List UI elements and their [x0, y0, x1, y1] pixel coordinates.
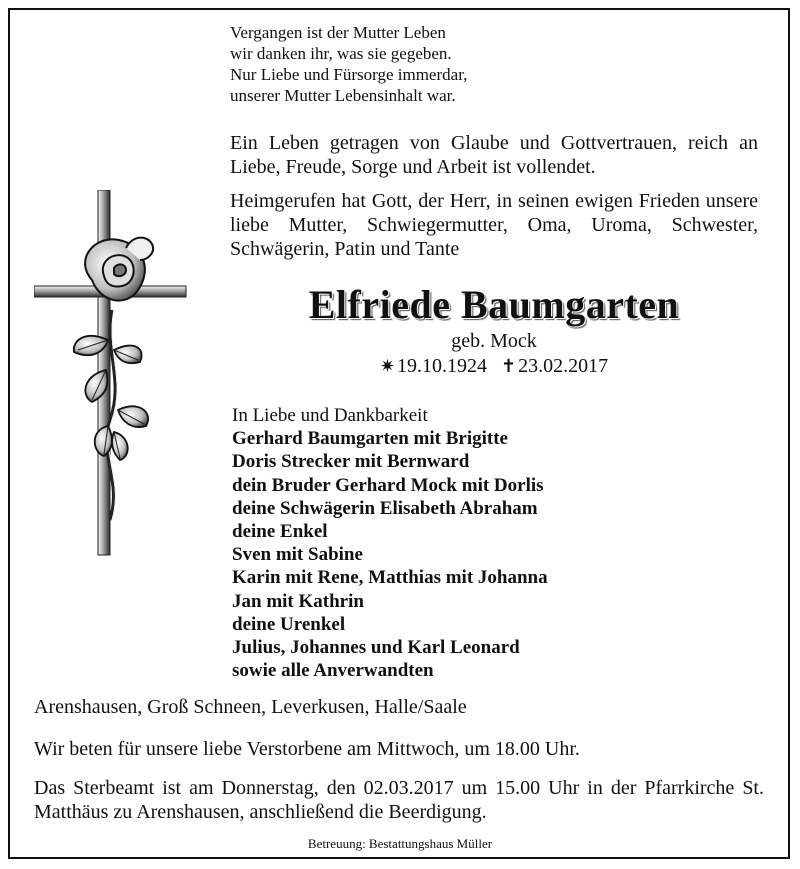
intro-paragraph-1: Ein Leben getragen von Glaube und Gottvertrauen, reich an Liebe, Freude, Sorge und Arbeit ist vollendet. — [230, 132, 758, 178]
poem-line: unserer Mutter Lebensinhalt war. — [230, 86, 456, 105]
poem-line: Nur Liebe und Fürsorge immerdar, — [230, 65, 468, 84]
mourner-line: dein Bruder Gerhard Mock mit Dorlis — [232, 474, 544, 496]
mourner-line: deine Urenkel — [232, 613, 346, 635]
life-dates — [230, 354, 758, 378]
maiden-name: geb. Mock — [451, 330, 537, 352]
mourner-line: sowie alle Anverwandten — [232, 660, 434, 682]
mourner-line: Gerhard Baumgarten mit Brigitte — [232, 428, 508, 450]
mourner-line: deine Enkel — [232, 521, 328, 543]
mourner-line: Julius, Johannes und Karl Leonard — [232, 637, 520, 659]
funeral-service-notice: Das Sterbeamt ist am Donnerstag, den 02.03.2017 um 15.00 Uhr in der Pfarrkirche St. Matthäus zu Arenshausen, anschließend die Beerdigung. — [34, 777, 764, 823]
mourner-line: Sven mit Sabine — [232, 544, 363, 566]
mourners-intro: In Liebe und Dankbarkeit — [232, 405, 428, 426]
mourner-line: Karin mit Rene, Matthias mit Johanna — [232, 567, 548, 589]
intro-paragraph-2: Heimgerufen hat Gott, der Herr, in seinen ewigen Frieden unsere liebe Mutter, Schwiegermutter, Oma, Uroma, Schwester, Schwägerin, Patin und Tante — [230, 190, 758, 260]
intro-text — [230, 131, 758, 271]
poem-line: Vergangen ist der Mutter Leben — [230, 23, 446, 42]
death-cross-icon: ✝ — [501, 356, 517, 376]
mourners-list — [232, 404, 548, 682]
poem-line: wir danken ihr, was sie gegeben. — [230, 44, 452, 63]
mourner-line: Doris Strecker mit Bernward — [232, 451, 470, 473]
mourner-line: deine Schwägerin Elisabeth Abraham — [232, 497, 538, 519]
death-date: 23.02.2017 — [518, 355, 609, 377]
cross-with-rose-icon — [34, 190, 204, 570]
funeral-home-credit: Betreuung: Bestattungshaus Müller — [307, 836, 493, 851]
birth-star-icon: ✷ — [379, 356, 395, 376]
places-line: Arenshausen, Groß Schneen, Leverkusen, Halle/Saale — [34, 696, 467, 718]
prayer-notice: Wir beten für unsere liebe Verstorbene am Mittwoch, um 18.00 Uhr. — [34, 738, 580, 760]
deceased-name: Elfriede Baumgarten — [308, 282, 680, 327]
memorial-poem — [230, 22, 467, 106]
mourner-line: Jan mit Kathrin — [232, 590, 364, 612]
birth-date: 19.10.1924 — [397, 355, 487, 377]
